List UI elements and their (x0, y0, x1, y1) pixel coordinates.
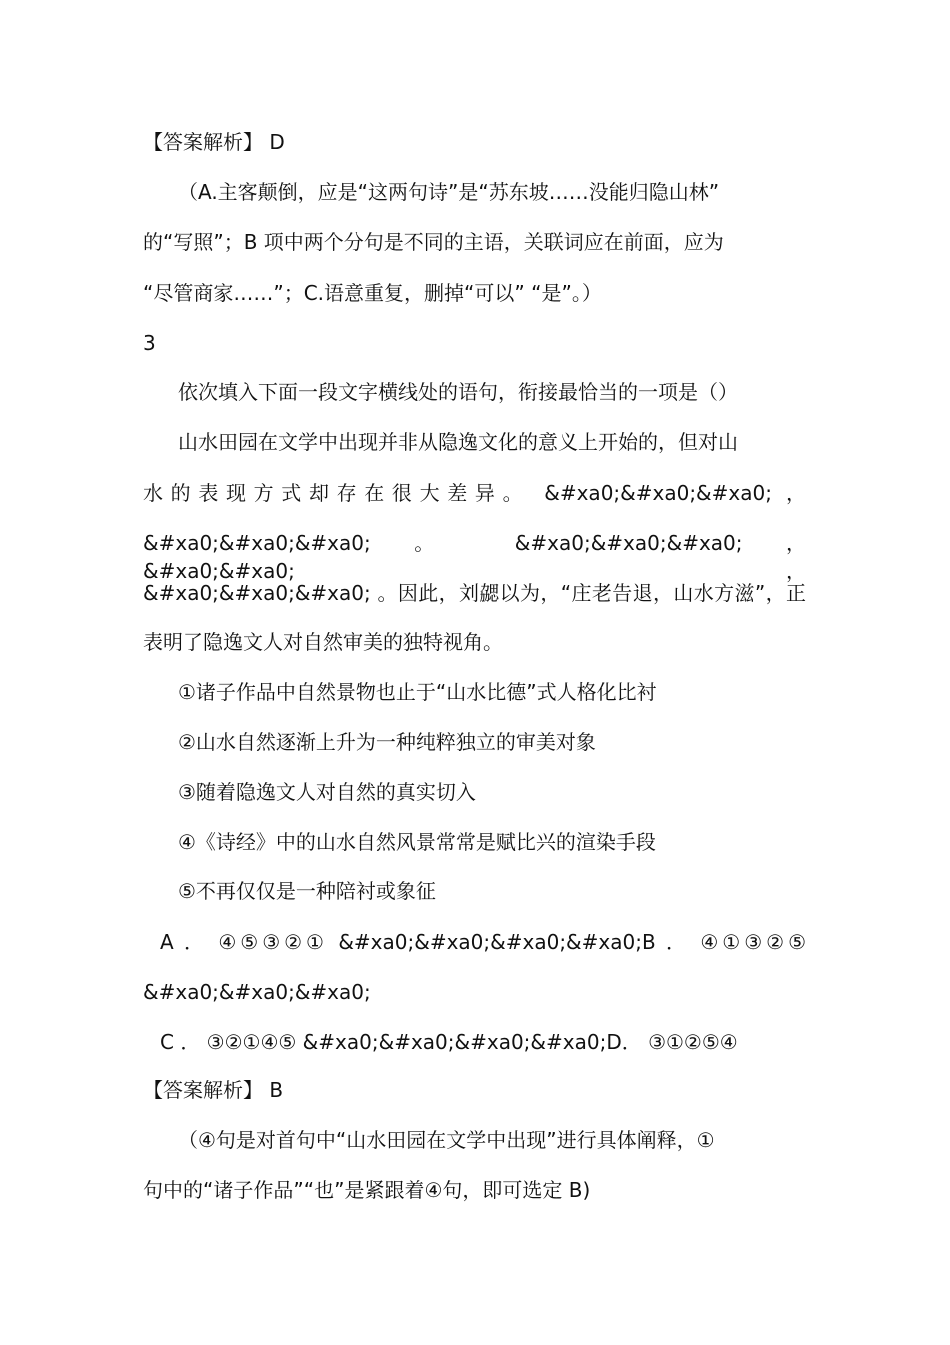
passage-line-4: &#xa0;&#xa0;&#xa0; 。因此，刘勰以为，“庄老告退，山水方滋”，正 (143, 581, 806, 605)
option-1: ①诸子作品中自然景物也止于“山水比德”式人格化比衬 (178, 680, 657, 704)
choice-line-3: C ． ③②①④⑤ &#xa0;&#xa0;&#xa0;&#xa0;D． ③①②⑤④ (160, 1030, 738, 1054)
option-5: ⑤不再仅仅是一种陪衬或象征 (178, 879, 436, 903)
answer-explanation-line-4: （④句是对首句中“山水田园在文学中出现”进行具体阐释，① (178, 1128, 715, 1152)
passage-line-1: 山水田园在文学中出现并非从隐逸文化的意义上开始的，但对山 (178, 430, 738, 454)
option-3: ③随着隐逸文人对自然的真实切入 (178, 780, 476, 804)
choice-line-1: A ． ④⑤③②① &#xa0;&#xa0;&#xa0;&#xa0;B ． ④①③②⑤ (160, 930, 806, 954)
option-2: ②山水自然逐渐上升为一种纯粹独立的审美对象 (178, 730, 596, 754)
passage-line-3: &#xa0;&#xa0;&#xa0; 。 &#xa0;&#xa0;&#xa0; ， &#xa0;&#xa0; ， (143, 531, 806, 583)
question-stem: 依次填入下面一段文字横线处的语句，衔接最恰当的一项是（） (178, 380, 738, 404)
passage-line-2: 水的表现方式却存在很大差异。 &#xa0;&#xa0;&#xa0; ， (143, 481, 806, 505)
question-number: 3 (143, 331, 156, 355)
passage-line-5: 表明了隐逸文人对自然审美的独特视角。 (143, 630, 503, 654)
answer-explanation-header-2: 【答案解析】 B (143, 1078, 284, 1102)
answer-explanation-line-1: （A.主客颠倒，应是“这两句诗”是“苏东坡……没能归隐山林” (178, 180, 720, 204)
answer-explanation-header-1: 【答案解析】 D (143, 130, 285, 154)
answer-explanation-line-3: “尽管商家……”；C.语意重复，删掉“可以” “是”。） (143, 281, 602, 305)
answer-explanation-line-2: 的“写照”；B 项中两个分句是不同的主语，关联词应在前面，应为 (143, 230, 724, 254)
choice-line-2: &#xa0;&#xa0;&#xa0; (143, 980, 371, 1004)
answer-explanation-line-5: 句中的“诸子作品”“也”是紧跟着④句，即可选定 B) (143, 1178, 591, 1202)
option-4: ④《诗经》中的山水自然风景常常是赋比兴的渲染手段 (178, 830, 656, 854)
